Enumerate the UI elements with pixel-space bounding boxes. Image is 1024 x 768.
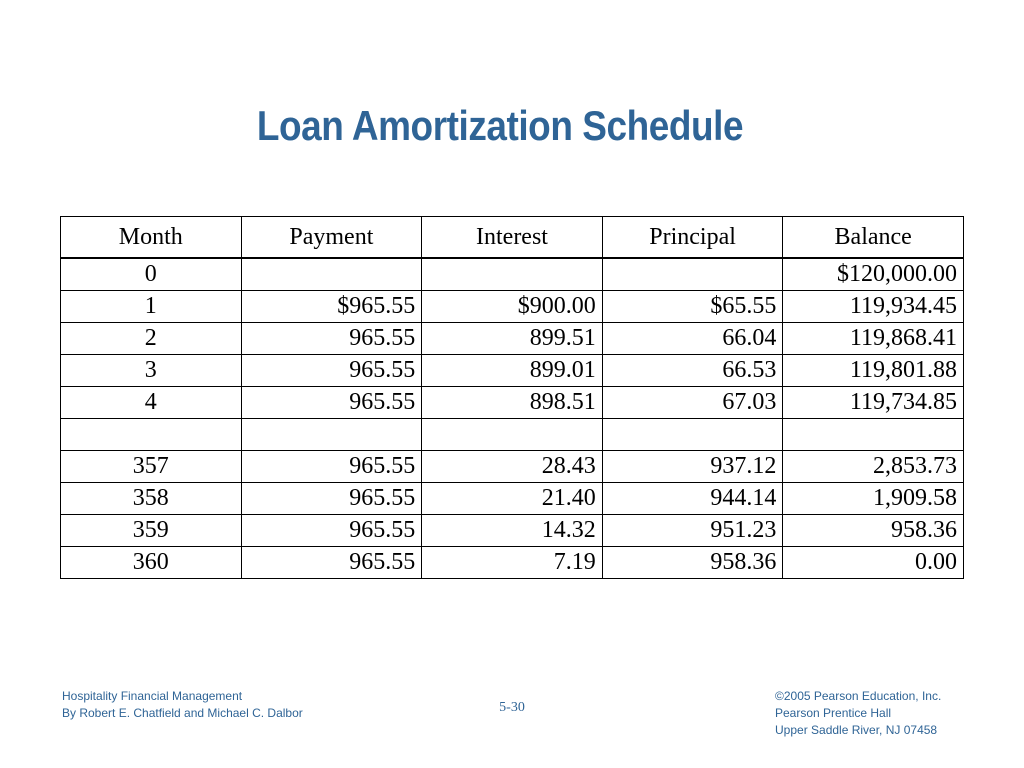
cell-balance: $120,000.00 bbox=[783, 258, 964, 291]
page-number: 5-30 bbox=[499, 700, 525, 715]
cell-payment: 965.55 bbox=[241, 515, 422, 547]
cell-principal: 937.12 bbox=[602, 451, 783, 483]
cell-principal: 66.53 bbox=[602, 355, 783, 387]
column-header-month: Month bbox=[61, 217, 242, 259]
cell-principal: 944.14 bbox=[602, 483, 783, 515]
cell-interest: 28.43 bbox=[422, 451, 603, 483]
column-header-payment: Payment bbox=[241, 217, 422, 259]
cell-interest: 7.19 bbox=[422, 547, 603, 579]
cell-principal: 66.04 bbox=[602, 323, 783, 355]
table-row bbox=[61, 451, 964, 483]
table-row-empty bbox=[61, 419, 964, 451]
cell-month: 359 bbox=[61, 515, 242, 547]
cell-principal bbox=[602, 258, 783, 291]
cell-principal bbox=[602, 419, 783, 451]
cell-payment: 965.55 bbox=[241, 451, 422, 483]
cell-payment bbox=[241, 258, 422, 291]
cell-principal: $65.55 bbox=[602, 291, 783, 323]
cell-interest: 899.01 bbox=[422, 355, 603, 387]
table-header-row bbox=[61, 217, 964, 259]
cell-month: 4 bbox=[61, 387, 242, 419]
amortization-table bbox=[60, 216, 964, 579]
table-row bbox=[61, 258, 964, 291]
cell-month: 357 bbox=[61, 451, 242, 483]
footer-publisher: Pearson Prentice Hall bbox=[775, 706, 892, 720]
cell-month: 3 bbox=[61, 355, 242, 387]
table-row bbox=[61, 483, 964, 515]
cell-balance: 119,868.41 bbox=[783, 323, 964, 355]
slide-title: Loan Amortization Schedule bbox=[256, 102, 744, 149]
table-row bbox=[61, 323, 964, 355]
column-header-balance: Balance bbox=[783, 217, 964, 259]
cell-month: 358 bbox=[61, 483, 242, 515]
cell-balance: 119,801.88 bbox=[783, 355, 964, 387]
cell-balance: 0.00 bbox=[783, 547, 964, 579]
footer-book-info bbox=[62, 688, 303, 722]
column-header-principal: Principal bbox=[602, 217, 783, 259]
cell-payment: 965.55 bbox=[241, 355, 422, 387]
table-row bbox=[61, 515, 964, 547]
footer-authors: By Robert E. Chatfield and Michael C. Dalbor bbox=[62, 706, 303, 720]
column-header-interest: Interest bbox=[422, 217, 603, 259]
table-row bbox=[61, 547, 964, 579]
cell-principal: 67.03 bbox=[602, 387, 783, 419]
cell-payment bbox=[241, 419, 422, 451]
cell-interest: 21.40 bbox=[422, 483, 603, 515]
cell-payment: 965.55 bbox=[241, 323, 422, 355]
cell-month bbox=[61, 419, 242, 451]
cell-balance: 119,734.85 bbox=[783, 387, 964, 419]
table-row bbox=[61, 387, 964, 419]
cell-interest: 898.51 bbox=[422, 387, 603, 419]
table-row bbox=[61, 291, 964, 323]
cell-principal: 958.36 bbox=[602, 547, 783, 579]
cell-balance: 1,909.58 bbox=[783, 483, 964, 515]
footer-copyright bbox=[775, 688, 941, 739]
cell-principal: 951.23 bbox=[602, 515, 783, 547]
cell-payment: $965.55 bbox=[241, 291, 422, 323]
cell-month: 2 bbox=[61, 323, 242, 355]
cell-interest: $900.00 bbox=[422, 291, 603, 323]
cell-balance: 958.36 bbox=[783, 515, 964, 547]
cell-payment: 965.55 bbox=[241, 547, 422, 579]
cell-month: 1 bbox=[61, 291, 242, 323]
cell-interest bbox=[422, 419, 603, 451]
cell-interest: 14.32 bbox=[422, 515, 603, 547]
cell-interest: 899.51 bbox=[422, 323, 603, 355]
cell-balance: 2,853.73 bbox=[783, 451, 964, 483]
footer-copyright-line: ©2005 Pearson Education, Inc. bbox=[775, 689, 942, 703]
cell-month: 360 bbox=[61, 547, 242, 579]
footer-book-title: Hospitality Financial Management bbox=[62, 689, 243, 703]
cell-balance: 119,934.45 bbox=[783, 291, 964, 323]
table-row bbox=[61, 355, 964, 387]
cell-interest bbox=[422, 258, 603, 291]
cell-balance bbox=[783, 419, 964, 451]
cell-payment: 965.55 bbox=[241, 483, 422, 515]
footer-address: Upper Saddle River, NJ 07458 bbox=[775, 723, 938, 737]
cell-month: 0 bbox=[61, 258, 242, 291]
cell-payment: 965.55 bbox=[241, 387, 422, 419]
